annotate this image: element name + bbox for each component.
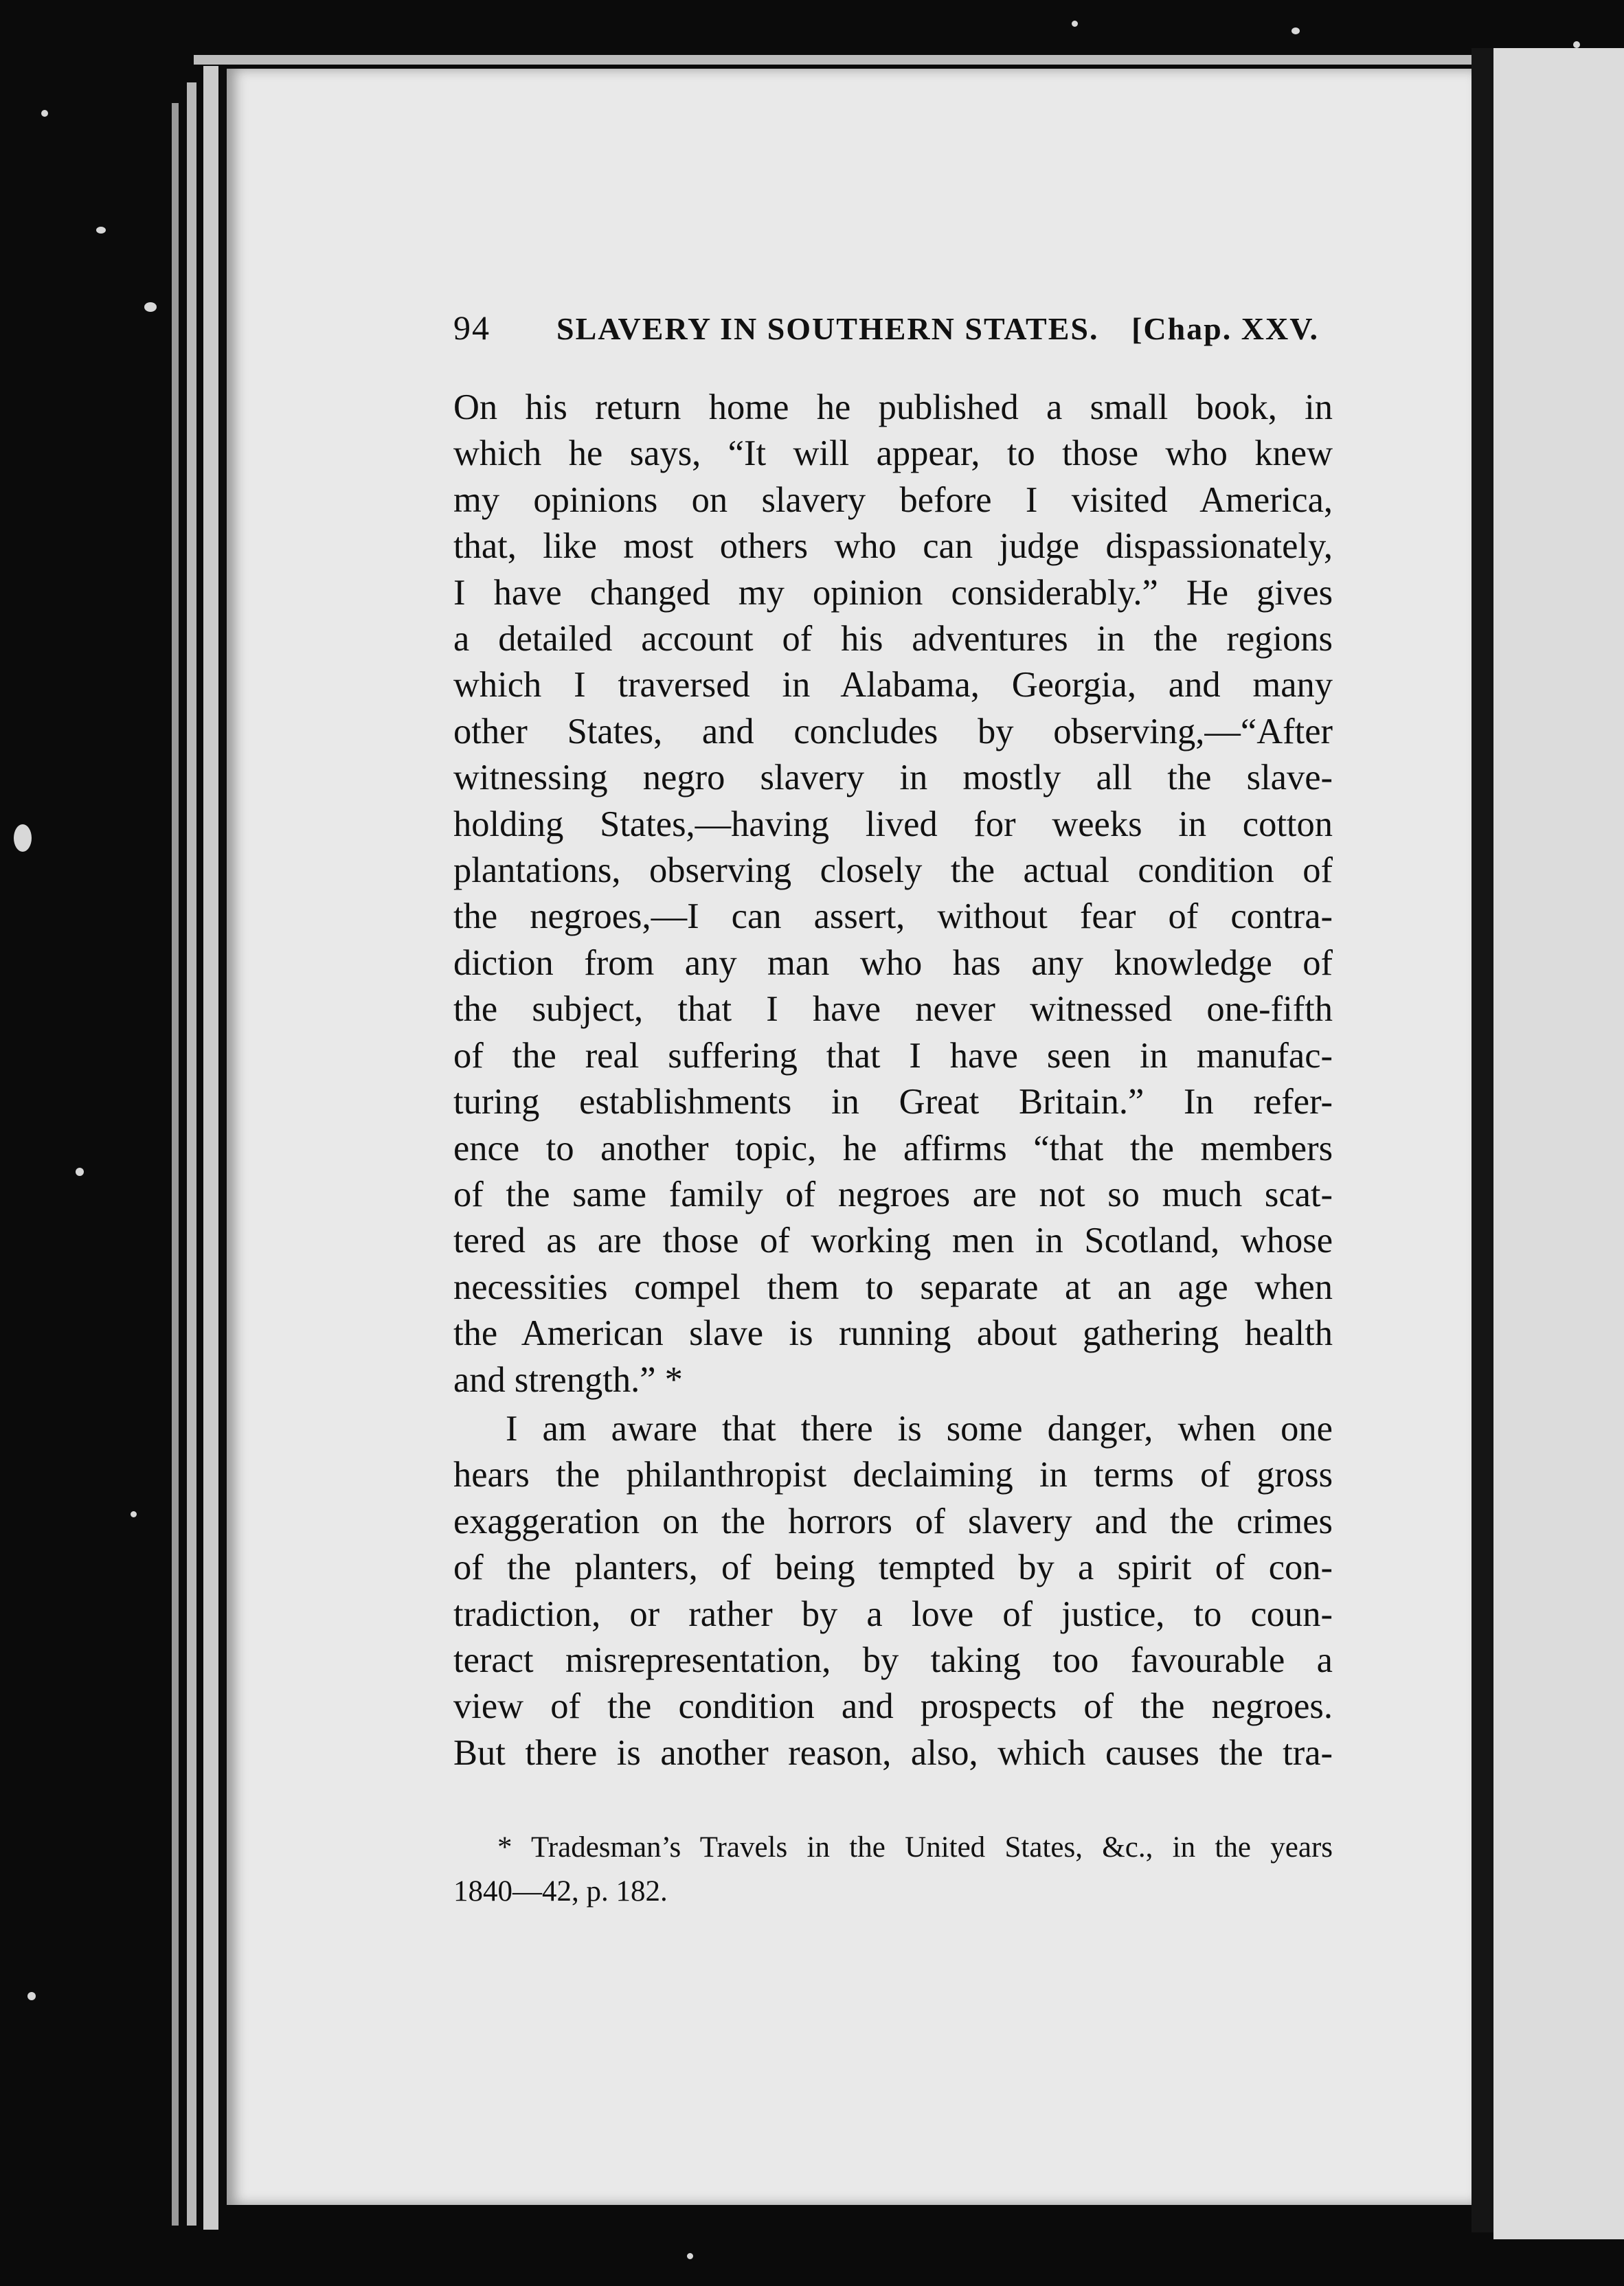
text-line: I have changed my opinion considerably.” He gives (453, 572, 1333, 613)
text-line: a detailed account of his adventures in the regions (453, 619, 1333, 659)
book-gutter (1471, 48, 1493, 2232)
page-stack-edge (194, 55, 1471, 65)
text-line: On his return home he published a small book, in (453, 387, 1333, 427)
text-line: hears the philanthropist declaiming in terms of gross (453, 1455, 1333, 1495)
dust-speck (1072, 21, 1078, 27)
text-line: which he says, “It will appear, to those who knew (453, 433, 1333, 474)
text-line: teract misrepresentation, by taking too favourable a (453, 1640, 1333, 1680)
dust-speck (1292, 27, 1300, 34)
body-text (453, 385, 1333, 1776)
text-line: my opinions on slavery before I visited America, (453, 479, 1333, 520)
text-line: view of the condition and prospects of the negroes. (453, 1686, 1333, 1727)
page-number: 94 (453, 308, 490, 347)
dust-speck (131, 1511, 137, 1517)
footnote-line: 1840—42, p. 182. (453, 1875, 668, 1908)
dust-speck (1573, 41, 1580, 48)
text-line: of the planters, of being tempted by a spirit of con- (453, 1548, 1333, 1588)
text-line: witnessing negro slavery in mostly all the slave- (453, 758, 1333, 798)
text-line: turing establishments in Great Britain.” In refer- (453, 1082, 1333, 1122)
dust-speck (14, 824, 32, 852)
text-line: plantations, observing closely the actual condition of (453, 850, 1333, 891)
dust-speck (96, 227, 106, 234)
text-line: of the real suffering that I have seen in manufac- (453, 1035, 1333, 1076)
dust-speck (144, 302, 157, 312)
text-line: diction from any man who has any knowledge of (453, 942, 1333, 983)
text-line: the negroes,—I can assert, without fear of contra- (453, 896, 1333, 937)
dust-speck (687, 2253, 693, 2259)
text-line: the subject, that I have never witnessed one-fifth (453, 989, 1333, 1030)
paragraph (453, 1406, 1333, 1776)
dust-speck (27, 1992, 36, 2000)
running-title: SLAVERY IN SOUTHERN STATES. (556, 311, 1099, 346)
running-header (453, 308, 1319, 363)
text-line: I am aware that there is some danger, when one (506, 1408, 1333, 1449)
text-line: that, like most others who can judge dispassionately, (453, 526, 1333, 567)
footnote (453, 1826, 1333, 1914)
dust-speck (41, 110, 48, 117)
text-line: necessities compel them to separate at an age when (453, 1267, 1333, 1307)
text-line: tered as are those of working men in Scotland, whose (453, 1221, 1333, 1261)
text-line: ence to another topic, he affirms “that the members (453, 1128, 1333, 1168)
page-stack-edge (187, 82, 196, 2226)
facing-page-edge (1493, 48, 1624, 2239)
text-line: other States, and concludes by observing,—“After (453, 711, 1333, 751)
footnote-line: * Tradesman’s Travels in the United States, &c., in the years (497, 1831, 1333, 1864)
text-line: of the same family of negroes are not so much scat- (453, 1174, 1333, 1214)
text-line: which I traversed in Alabama, Georgia, and many (453, 665, 1333, 705)
dust-speck (76, 1168, 84, 1176)
paragraph (453, 385, 1333, 1403)
text-line: tradiction, or rather by a love of justice, to coun- (453, 1594, 1333, 1634)
text-line: and strength.” * (453, 1359, 683, 1400)
chapter-label: [Chap. XXV. (1131, 311, 1319, 346)
text-line: But there is another reason, also, which causes the tra- (453, 1732, 1333, 1773)
text-line: holding States,—having lived for weeks in cotton (453, 804, 1333, 844)
text-line: the American slave is running about gathering health (453, 1313, 1333, 1354)
text-line: exaggeration on the horrors of slavery and the crimes (453, 1501, 1333, 1541)
page-stack-edge (172, 103, 179, 2226)
page-stack-edge (203, 66, 218, 2230)
